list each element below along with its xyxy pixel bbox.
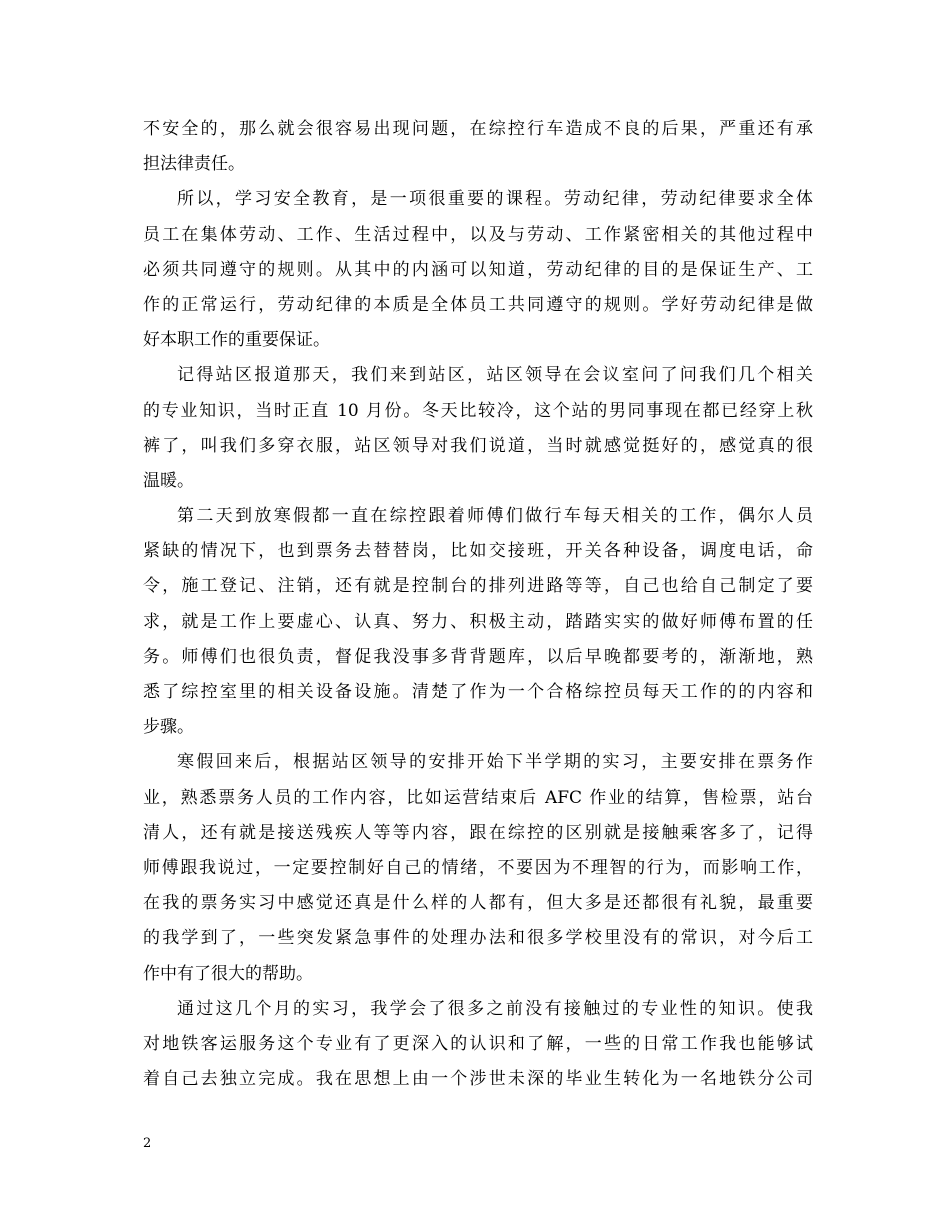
paragraph-first-line: 第二天到放寒假都一直在综控跟着师傅们做行车每天相关的工作，偶尔人员 [177,506,813,527]
text-line: 紧缺的情况下，也到票务去替替岗，比如交接班，开关各种设备，调度电话，命 [143,541,813,562]
text-line: 令，施工登记、注销，还有就是控制台的排列进路等等，自己也给自己制定了要 [143,576,813,597]
text-line: 求，就是工作上要虚心、认真、努力、积极主动，踏踏实实的做好师傅布置的任 [143,611,813,632]
text-line: 必须共同遵守的规则。从其中的内涵可以知道，劳动纪律的目的是保证生产、工 [143,259,813,280]
paragraph-first-line: 通过这几个月的实习，我学会了很多之前没有接触过的专业性的知识。使我 [177,998,813,1019]
text-line: 温暖。 [143,470,194,491]
text-line: 师傅跟我说过，一定要控制好自己的情绪，不要因为不理智的行为，而影响工作， [143,857,813,878]
text-line: 务。师傅们也很负责，督促我没事多背背题库，以后早晚都要考的，渐渐地，熟 [143,646,813,667]
text-line: 业，熟悉票务人员的工作内容，比如运营结束后 AFC 作业的结算，售检票，站台 [143,787,813,808]
paragraph-first-line: 记得站区报道那天，我们来到站区，站区领导在会议室问了问我们几个相关 [177,365,813,386]
text-line: 对地铁客运服务这个专业有了更深入的认识和了解，一些的日常工作我也能够试 [143,1033,813,1054]
text-line: 清人，还有就是接送残疾人等等内容，跟在综控的区别就是接触乘客多了，记得 [143,822,813,843]
text-line: 悉了综控室里的相关设备设施。清楚了作为一个合格综控员每天工作的的内容和 [143,682,813,702]
text-line: 员工在集体劳动、工作、生活过程中，以及与劳动、工作紧密相关的其他过程中 [143,224,813,245]
paragraph-first-line: 寒假回来后，根据站区领导的安排开始下半学期的实习，主要安排在票务作 [177,752,813,773]
page-number: 2 [143,1136,152,1151]
paragraph-first-line: 所以，学习安全教育，是一项很重要的课程。劳动纪律，劳动纪律要求全体 [177,189,813,210]
text-line: 担法律责任。 [143,154,245,175]
text-line: 好本职工作的重要保证。 [143,330,330,351]
text-line: 步骤。 [143,717,194,738]
body-text [143,112,813,1097]
text-line: 在我的票务实习中感觉还真是什么样的人都有，但大多是还都很有礼貌，最重要 [143,893,813,914]
text-line: 作中有了很大的帮助。 [143,963,313,984]
text-line: 着自己去独立完成。我在思想上由一个涉世未深的毕业生转化为一名地铁分公司 [143,1069,813,1090]
text-line: 的专业知识，当时正直 10 月份。冬天比较冷，这个站的男同事现在都已经穿上秋 [143,400,813,421]
text-line: 不安全的，那么就会很容易出现问题，在综控行车造成不良的后果，严重还有承 [143,119,813,139]
text-line: 裤了，叫我们多穿衣服，站区领导对我们说道，当时就感觉挺好的，感觉真的很 [143,435,813,456]
text-line: 的我学到了，一些突发紧急事件的处理办法和很多学校里没有的常识，对今后工 [143,928,813,949]
text-line: 作的正常运行，劳动纪律的本质是全体员工共同遵守的规则。学好劳动纪律是做 [143,294,813,315]
